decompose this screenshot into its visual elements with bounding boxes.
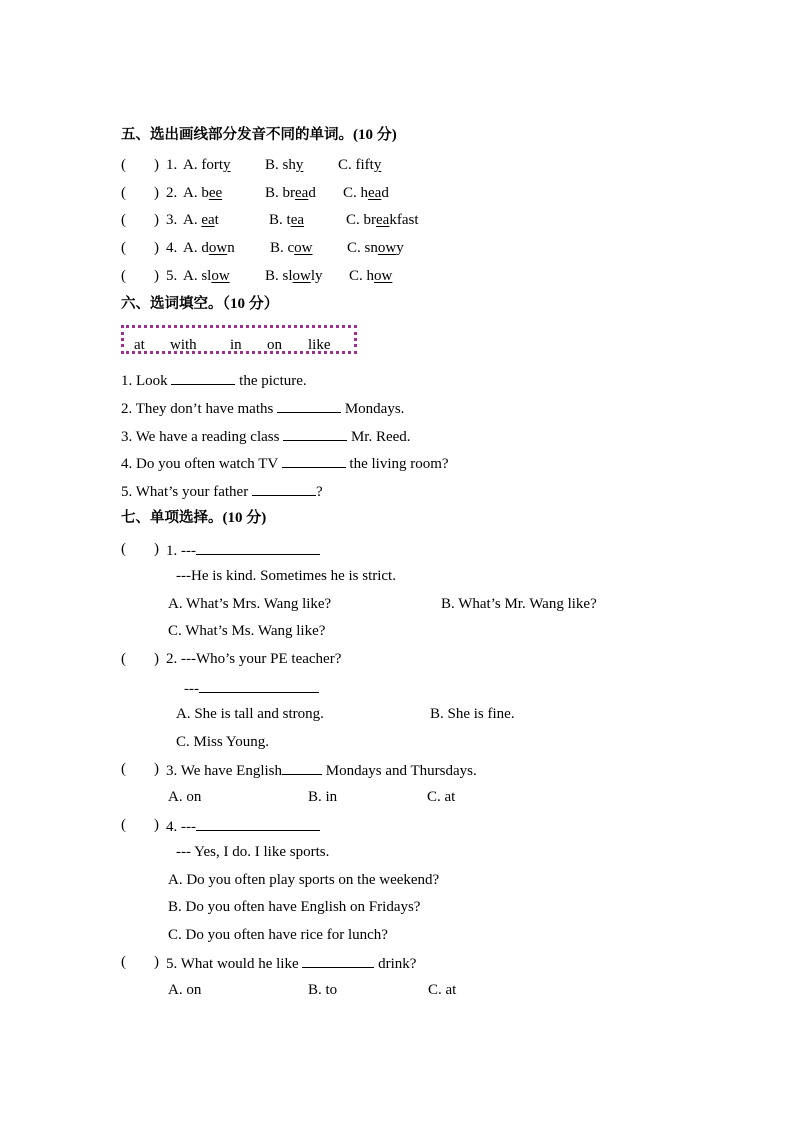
option-c[interactable]: C. breakfast — [346, 212, 419, 228]
section5-title: 五、选出画线部分发音不同的单词。(10 分) — [121, 127, 397, 143]
answer-blank[interactable] — [283, 426, 347, 441]
underlined-letters: ow — [211, 268, 230, 284]
word-bank-word: at — [134, 337, 145, 353]
answer-paren[interactable]: ( ) — [121, 817, 159, 833]
underlined-letters: ea — [368, 185, 382, 201]
underlined-letters: ea — [376, 212, 390, 228]
option-c[interactable]: C. Do you often have rice for lunch? — [168, 927, 388, 943]
option-c[interactable]: C. how — [349, 268, 393, 284]
option-a[interactable]: A. slow — [183, 268, 230, 284]
word-bank-word: with — [170, 337, 197, 353]
underlined-letters: ea — [295, 185, 309, 201]
option-b[interactable]: B. bread — [265, 185, 316, 201]
question-number: 3. — [166, 212, 178, 228]
option-b[interactable]: B. slowly — [265, 268, 323, 284]
option-a[interactable]: A. She is tall and strong. — [176, 706, 324, 722]
answer-paren[interactable]: ( ) — [121, 954, 159, 970]
question-number: 4. — [166, 240, 178, 256]
answer-blank[interactable] — [199, 678, 319, 693]
underlined-letters: ee — [208, 185, 223, 201]
answer-paren[interactable]: ( ) — [121, 761, 159, 777]
option-a[interactable]: A. forty — [183, 157, 231, 173]
fill-item-5: 5. What’s your father ? — [121, 481, 323, 501]
option-a[interactable]: A. Do you often play sports on the weekend? — [168, 872, 440, 888]
answer-blank[interactable] — [171, 370, 235, 385]
answer-blank[interactable] — [282, 760, 322, 775]
answer-paren[interactable]: ( ) — [121, 541, 159, 557]
mc-question-3: 3. We have English Mondays and Thursdays. — [166, 760, 477, 780]
mc-reply: --- — [184, 678, 319, 698]
answer-paren[interactable]: ( ) — [121, 157, 159, 173]
word-bank-word: like — [308, 337, 331, 353]
option-b[interactable]: B. Do you often have English on Fridays? — [168, 899, 421, 915]
mc-question-1: 1. --- — [166, 540, 320, 560]
answer-blank[interactable] — [196, 816, 320, 831]
answer-paren[interactable]: ( ) — [121, 268, 159, 284]
option-a[interactable]: A. on — [168, 789, 202, 805]
fill-item-2: 2. They don’t have maths Mondays. — [121, 398, 404, 418]
answer-paren[interactable]: ( ) — [121, 240, 159, 256]
word-bank-word: on — [267, 337, 282, 353]
answer-paren[interactable]: ( ) — [121, 651, 159, 667]
option-c[interactable]: C. snowy — [347, 240, 404, 256]
section6-title: 六、选词填空。（10 分） — [121, 296, 279, 312]
option-a[interactable]: A. on — [168, 982, 202, 998]
word-bank-box — [121, 325, 357, 354]
option-b[interactable]: B. shy — [265, 157, 304, 173]
mc-reply: ---He is kind. Sometimes he is strict. — [176, 568, 396, 584]
underlined-letters: ow — [208, 240, 228, 256]
answer-paren[interactable]: ( ) — [121, 185, 159, 201]
underlined-letters: ow — [374, 268, 393, 284]
option-b[interactable]: B. in — [308, 789, 338, 805]
option-c[interactable]: C. Miss Young. — [176, 734, 269, 750]
mc-reply: --- Yes, I do. I like sports. — [176, 844, 330, 860]
option-b[interactable]: B. tea — [269, 212, 305, 228]
answer-blank[interactable] — [252, 481, 316, 496]
word-bank-word: in — [230, 337, 242, 353]
option-c[interactable]: C. fifty — [338, 157, 382, 173]
answer-blank[interactable] — [196, 540, 320, 555]
underlined-letters: ow — [292, 268, 311, 284]
option-a[interactable]: A. bee — [183, 185, 223, 201]
option-c[interactable]: C. at — [428, 982, 457, 998]
underlined-letters: ea — [201, 212, 215, 228]
option-b[interactable]: B. What’s Mr. Wang like? — [441, 596, 597, 612]
section7-title: 七、单项选择。(10 分) — [121, 510, 267, 526]
underlined-letters: y — [223, 157, 231, 173]
question-number: 1. — [166, 157, 178, 173]
mc-question-5: 5. What would he like drink? — [166, 953, 416, 973]
option-c[interactable]: C. at — [427, 789, 456, 805]
option-c[interactable]: C. What’s Ms. Wang like? — [168, 623, 326, 639]
option-b[interactable]: B. cow — [270, 240, 313, 256]
option-a[interactable]: A. What’s Mrs. Wang like? — [168, 596, 332, 612]
question-number: 5. — [166, 268, 178, 284]
question-number: 2. — [166, 185, 178, 201]
answer-blank[interactable] — [282, 453, 346, 468]
answer-blank[interactable] — [302, 953, 374, 968]
fill-item-3: 3. We have a reading class Mr. Reed. — [121, 426, 411, 446]
fill-item-4: 4. Do you often watch TV the living room? — [121, 453, 449, 473]
underlined-letters: y — [373, 157, 382, 173]
option-b[interactable]: B. to — [308, 982, 338, 998]
option-b[interactable]: B. She is fine. — [430, 706, 515, 722]
fill-item-1: 1. Look the picture. — [121, 370, 307, 390]
option-c[interactable]: C. head — [343, 185, 389, 201]
underlined-letters: ow — [377, 240, 397, 256]
underlined-letters: ea — [290, 212, 305, 228]
underlined-letters: y — [295, 157, 304, 173]
mc-question-2: 2. ---Who’s your PE teacher? — [166, 651, 342, 667]
answer-paren[interactable]: ( ) — [121, 212, 159, 228]
option-a[interactable]: A. eat — [183, 212, 219, 228]
option-a[interactable]: A. down — [183, 240, 235, 256]
mc-question-4: 4. --- — [166, 816, 320, 836]
answer-blank[interactable] — [277, 398, 341, 413]
underlined-letters: ow — [294, 240, 313, 256]
